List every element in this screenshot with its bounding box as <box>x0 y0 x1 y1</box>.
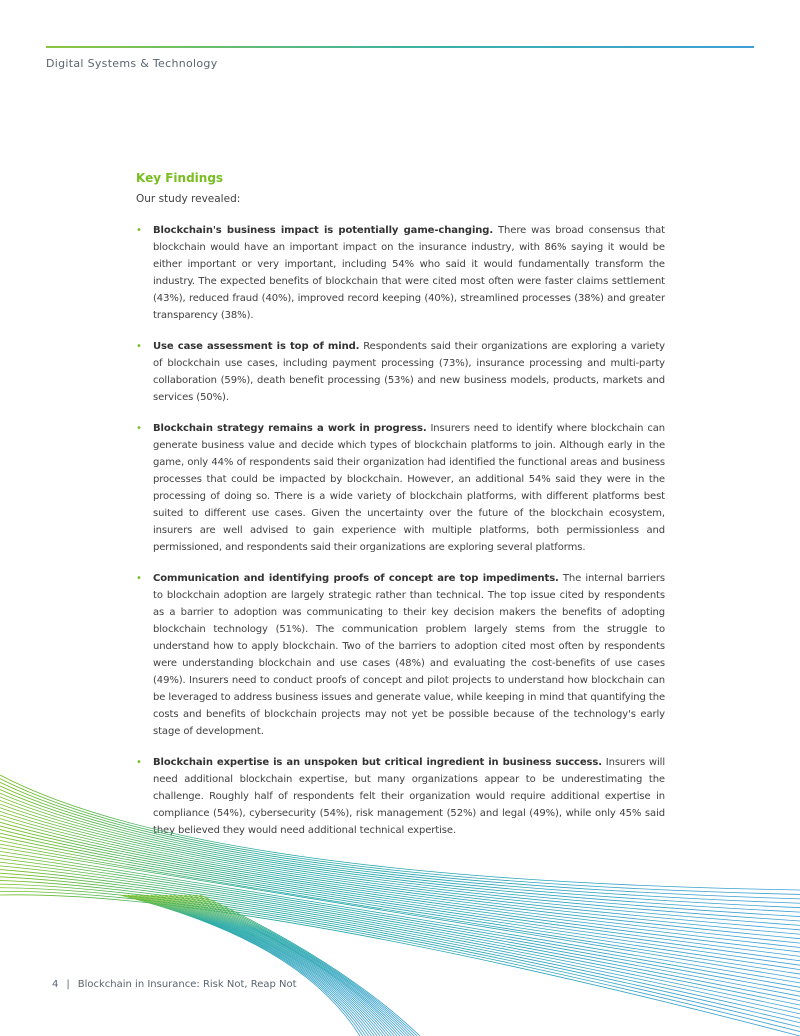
decorative-line <box>185 895 409 1036</box>
bullet-icon: • <box>136 757 142 768</box>
finding-item <box>136 338 665 406</box>
footer-separator: | <box>66 979 70 990</box>
decorative-line <box>0 840 800 969</box>
decorative-line <box>0 862 800 996</box>
decorative-line <box>196 895 417 1036</box>
decorative-line <box>192 895 414 1036</box>
decorative-line <box>0 877 800 1014</box>
decorative-line <box>0 855 800 987</box>
decorative-line <box>181 895 406 1036</box>
finding-body: There was broad consensus that blockchain would have an important impact on the insurance industry, with 86% saying it would be either important or very important, including 54% who said it would fundamentally transform the industry. The expected benefits of blockchain that were cited most often were faster claims settlement (43%), reduced fraud (40%), improved record keeping (40%), streamlined processes (38%) and greater transparency (38%). <box>153 225 665 321</box>
key-findings-section <box>136 171 665 853</box>
decorative-line <box>189 895 412 1036</box>
intro-text: Our study revealed: <box>136 193 241 205</box>
findings-list <box>136 222 665 839</box>
bullet-icon: • <box>136 225 142 236</box>
page-footer <box>52 979 297 990</box>
finding-title: Blockchain expertise is an unspoken but critical ingredient in business success. <box>153 757 602 768</box>
decorative-line <box>150 895 382 1036</box>
decorative-line <box>200 895 420 1036</box>
decorative-line <box>120 895 360 1036</box>
decorative-line <box>143 895 377 1036</box>
page-heading: Key Findings <box>136 171 224 185</box>
decorative-line <box>128 895 366 1036</box>
decorative-line <box>0 888 800 1027</box>
finding-body: The internal barriers to blockchain adoption are largely strategic rather than technical. The top issue cited by respondents as a barrier to adoption was communicating to their key decision makers the benefits of adopting blockchain technology (51%). The communication problem largely stems from the struggle to understand how to apply blockchain. Two of the barriers to adoption cited most often by respondents were understanding blockchain and use cases (48%) and evaluating the cost-benefits of use cases (49%). Insurers need to conduct proofs of concept and pilot projects to understand how blockchain can be leveraged to address business issues and generate value, while keeping in mind that quantifying the costs and benefits of blockchain projects may not yet be possible because of the technology's early stage of development. <box>153 573 665 737</box>
decorative-line <box>177 895 403 1036</box>
finding-item <box>136 420 665 556</box>
bullet-icon: • <box>136 341 142 352</box>
decorative-line <box>147 895 380 1036</box>
decorative-line <box>170 895 398 1036</box>
decorative-line <box>135 895 371 1036</box>
finding-title: Blockchain's business impact is potentially game-changing. <box>153 225 494 236</box>
decorative-line <box>0 848 800 979</box>
decorative-line <box>154 895 385 1036</box>
header-rule <box>46 46 754 48</box>
finding-item <box>136 570 665 740</box>
finding-body: Insurers need to identify where blockchain can generate business value and decide which types of blockchain platforms to join. Although early in the game, only 44% of respondents said their organization had identified the functional areas and business processes that could be impacted by blockchain. However, an additional 54% said they were in the processing of doing so. There is a wide variety of blockchain platforms, with different platforms best suited to different use cases. Given the uncertainty over the future of the blockchain ecosystem, insurers are well advised to gain experience with multiple platforms, both permissionless and permissioned, and respondents said their organizations are exploring several platforms. <box>153 423 665 553</box>
finding-title: Blockchain strategy remains a work in progress. <box>153 423 427 434</box>
decorative-line <box>158 895 388 1036</box>
finding-item <box>136 754 665 839</box>
finding-body: Insurers will need additional blockchain expertise, but many organizations appear to be underestimating the challenge. Roughly half of respondents felt their organization would require additional expertise in compliance (54%), cybersecurity (54%), risk management (52%) and legal (49%), while only 45% said they believed they would need additional technical expertise. <box>153 757 666 836</box>
bullet-icon: • <box>136 423 142 434</box>
bullet-icon: • <box>136 573 142 584</box>
finding-title: Use case assessment is top of mind. <box>153 341 360 352</box>
finding-item <box>136 222 665 324</box>
decorative-line <box>173 895 400 1036</box>
decorative-line <box>0 880 800 1018</box>
decorative-line <box>0 884 800 1023</box>
decorative-line <box>0 851 800 983</box>
page-number: 4 <box>52 979 59 990</box>
decorative-line <box>0 844 800 974</box>
decorative-line <box>166 895 395 1036</box>
decorative-line <box>0 837 800 965</box>
decorative-line <box>0 891 800 1031</box>
decorative-line <box>124 895 363 1036</box>
section-label: Digital Systems & Technology <box>46 57 218 70</box>
finding-title: Communication and identifying proofs of concept are top impediments. <box>153 573 559 584</box>
document-title: Blockchain in Insurance: Risk Not, Reap Not <box>77 979 297 990</box>
decorative-line <box>0 859 800 992</box>
finding-body: Respondents said their organizations are exploring a variety of blockchain use cases, including payment processing (73%), insurance processing and multi-party collaboration (59%), death benefit processing (53%) and new business models, products, markets and services (50%). <box>153 341 665 403</box>
decorative-line <box>139 895 374 1036</box>
decorative-line <box>131 895 368 1036</box>
decorative-line <box>162 895 392 1036</box>
decorative-line <box>0 895 800 1036</box>
